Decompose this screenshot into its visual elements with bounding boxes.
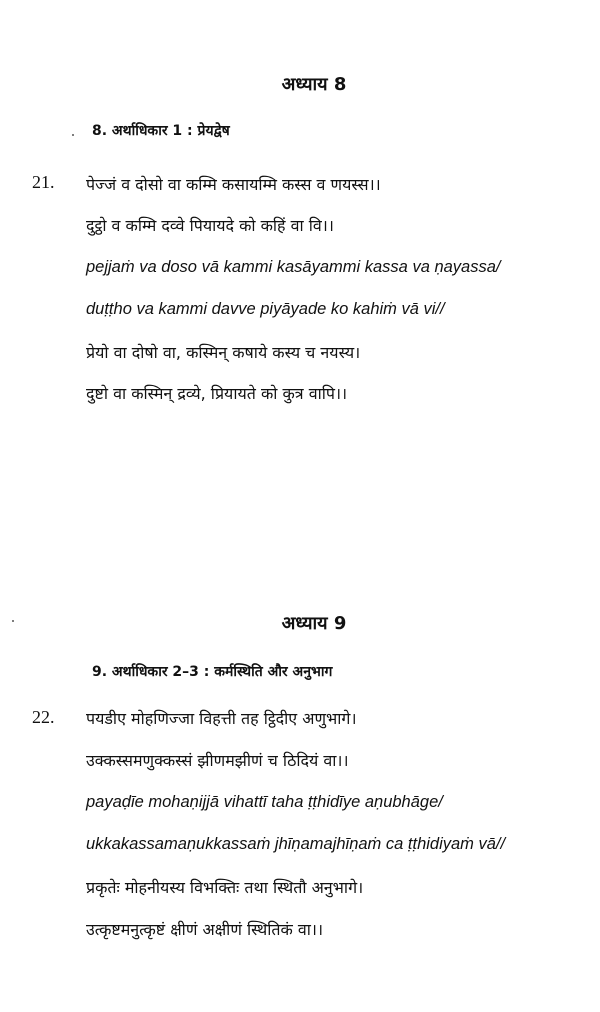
- verse-21-transliteration-line-2: duṭṭho va kammi davve piyāyade ko kahiṁ vā vi//: [86, 300, 445, 318]
- verse-22-transliteration-line-2: ukkakassamaṇukkassaṁ jhīṇamajhīṇaṁ ca ṭṭhidiyaṁ vā//: [86, 835, 506, 853]
- verse-21-number: 21.: [32, 172, 55, 192]
- verse-22-prakrit-line-1: पयडीए मोहणिज्जा विहत्ती तह ट्ठिदीए अणुभागे।: [86, 709, 357, 728]
- chapter-8-section-title: 8. अर्थाधिकार 1 : प्रेयद्वेष: [92, 123, 230, 139]
- verse-21-transliteration-line-1: pejjaṁ va doso vā kammi kasāyammi kassa va ṇayassa/: [86, 258, 501, 276]
- chapter-8-heading: अध्याय 8: [281, 74, 347, 95]
- verse-21-sanskrit-line-1: प्रेयो वा दोषो वा, कस्मिन् कषाये कस्य च नयस्य।: [86, 343, 361, 362]
- chapter-9-section-title: 9. अर्थाधिकार 2–3 : कर्मस्थिति और अनुभाग: [92, 664, 333, 680]
- verse-21-prakrit-line-2: दुट्ठो व कम्मि दव्वे पियायदे को कहिं वा वि।।: [86, 216, 334, 235]
- verse-22-sanskrit-line-1: प्रकृतेः मोहनीयस्य विभक्तिः तथा स्थितौ अनुभागे।: [86, 878, 364, 897]
- verse-21-prakrit-line-1: पेज्जं व दोसो वा कम्मि कसायम्मि कस्स व णयस्स।।: [86, 175, 381, 194]
- verse-21-sanskrit-line-2: दुष्टो वा कस्मिन् द्रव्ये, प्रियायते को कुत्र वापि।।: [86, 384, 348, 403]
- verse-22-sanskrit-line-2: उत्कृष्टमनुत्कृष्टं क्षीणं अक्षीणं स्थितिकं वा।।: [86, 920, 324, 939]
- scan-speck: [72, 134, 74, 136]
- chapter-9-heading: अध्याय 9: [281, 613, 347, 634]
- verse-22-transliteration-line-1: payaḍīe mohaṇijjā vihattī taha ṭṭhidīye aṇubhāge/: [86, 793, 443, 811]
- verse-22-number: 22.: [32, 707, 55, 727]
- verse-22-prakrit-line-2: उक्कस्समणुक्कस्सं झीणमझीणं च ठिदियं वा।।: [86, 751, 349, 770]
